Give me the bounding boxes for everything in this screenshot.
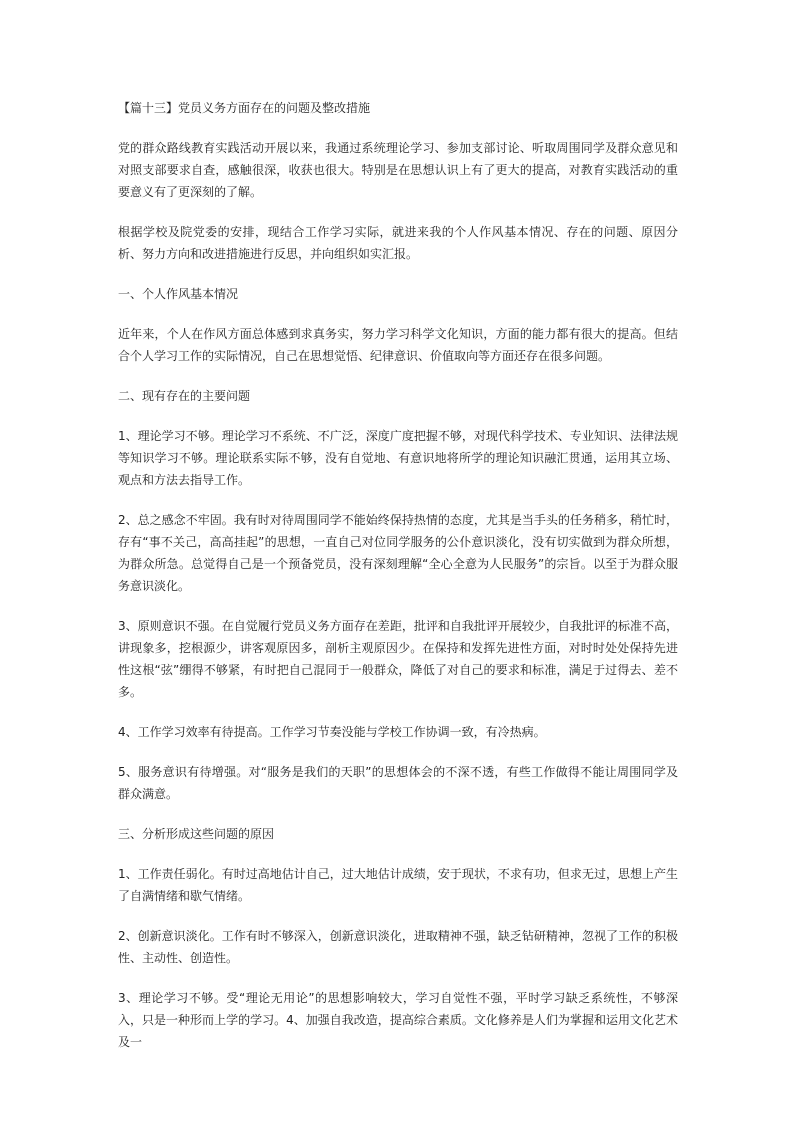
paragraph-problem-3: 3、原则意识不强。在自觉履行党员义务方面存在差距，批评和自我批评开展较少，自我批评的标准不高，讲现象多，挖根源少，讲客观原因多，剖析主观原因少。在保持和发挥先进性方面，对时时处处保持先进性这根“弦”绷得不够紧，有时把自己混同于一般群众，降低了对自己的要求和标准，满足于过得去、差不多。 [118, 619, 678, 699]
paragraph-intro: 党的群众路线教育实践活动开展以来，我通过系统理论学习、参加支部讨论、听取周围同学及群众意见和对照支部要求自查，感触很深，收获也很大。特别是在思想认识上有了更大的提高，对教育实践活动的重要意义有了更深刻的了解。 [118, 141, 678, 199]
section-heading-2: 二、现有存在的主要问题 [118, 389, 251, 403]
section-heading-1: 一、个人作风基本情况 [118, 287, 239, 301]
paragraph-cause-3: 3、理论学习不够。受“理论无用论”的思想影响较大，学习自觉性不强，平时学习缺乏系统性，不够深入，只是一种形而上学的学习。4、加强自我改造，提高综合素质。文化修养是人们为掌握和运用文化艺术及一 [118, 991, 678, 1049]
paragraph-problem-4: 4、工作学习效率有待提高。工作学习节奏没能与学校工作协调一致，有冷热病。 [118, 725, 546, 739]
paragraph-cause-2: 2、创新意识淡化。工作有时不够深入，创新意识淡化，进取精神不强，缺乏钻研精神，忽视了工作的积极性、主动性、创造性。 [118, 929, 678, 965]
paragraph-problem-5: 5、服务意识有待增强。对“服务是我们的天职”的思想体会的不深不透，有些工作做得不能让周围同学及群众满意。 [118, 765, 678, 801]
paragraph-cause-1: 1、工作责任弱化。有时过高地估计自己，过大地估计成绩，安于现状，不求有功，但求无过，思想上产生了自满情绪和歇气情绪。 [118, 867, 678, 903]
document-title: 【篇十三】党员义务方面存在的问题及整改措施 [118, 101, 371, 115]
paragraph-problem-2: 2、总之感念不牢固。我有时对待周围同学不能始终保持热情的态度，尤其是当手头的任务稍多，稍忙时，存有“事不关己，高高挂起”的思想，一直自己对位同学服务的公仆意识淡化，没有切实做到为群众所想，为群众所急。总觉得自己是一个预备党员，没有深刻理解“全心全意为人民服务”的宗旨。以至于为群众服务意识淡化。 [118, 513, 678, 593]
document-page [118, 97, 678, 1071]
paragraph-problem-1: 1、理论学习不够。理论学习不系统、不广泛，深度广度把握不够，对现代科学技术、专业知识、法律法规等知识学习不够。理论联系实际不够，没有自觉地、有意识地将所学的理论知识融汇贯通，运用其立场、观点和方法去指导工作。 [118, 429, 678, 487]
section-heading-3: 三、分析形成这些问题的原因 [118, 827, 275, 841]
paragraph-arrangement: 根据学校及院党委的安排，现结合工作学习实际，就进来我的个人作风基本情况、存在的问题、原因分析、努力方向和改进措施进行反思，并向组织如实汇报。 [118, 225, 678, 261]
paragraph-basic-situation: 近年来，个人在作风方面总体感到求真务实，努力学习科学文化知识，方面的能力都有很大的提高。但结合个人学习工作的实际情况，自己在思想觉悟、纪律意识、价值取向等方面还存在很多问题。 [118, 327, 678, 363]
